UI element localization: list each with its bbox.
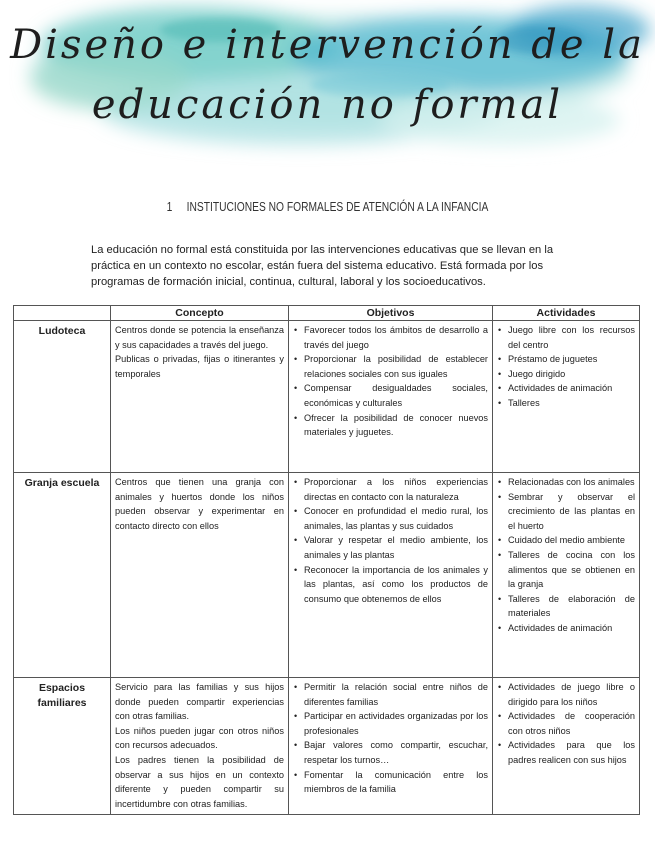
document-title-line2: educación no formal	[91, 82, 564, 128]
section-number: 1	[166, 200, 173, 214]
activity-item: • Actividades de cooperación con otros niños	[508, 709, 635, 738]
section-title: INSTITUCIONES NO FORMALES DE ATENCIÓN A LA INFANCIA	[186, 200, 489, 214]
concept-cell	[111, 678, 289, 815]
objective-item: • Bajar valores como compartir, escuchar, respetar los turnos…	[304, 738, 488, 767]
activity-item: • Actividades de animación	[508, 621, 635, 636]
concept-cell	[111, 321, 289, 473]
activity-item: • Cuidado del medio ambiente	[508, 533, 635, 548]
objective-item: • Ofrecer la posibilidad de conocer nuevos materiales y juguetes.	[304, 411, 488, 440]
concept-text: Los padres tienen la posibilidad de observar a sus hijos en un contexto diferente y pueden compartir su incertidumbre con otras familias.	[115, 754, 284, 809]
activity-item: • Talleres de elaboración de materiales	[508, 592, 635, 621]
objective-item: • Conocer en profundidad el medio rural, los animales, las plantas y sus cuidados	[304, 504, 488, 533]
activity-item: • Relacionadas con los animales	[508, 475, 635, 490]
activity-item: • Actividades de juego libre o dirigido para los niños	[508, 680, 635, 709]
concept-text: Los niños pueden jugar con otros niños con recursos adecuados.	[115, 725, 284, 751]
objective-item: • Proporcionar a los niños experiencias directas en contacto con la naturaleza	[304, 475, 488, 504]
concept-text: Centros que tienen una granja con animales y huertos donde los niños pueden observar y experimentar en contacto directo con ellos	[115, 477, 284, 531]
concept-text: Publicas o privadas, fijas o itinerantes y temporales	[115, 354, 284, 379]
header-empty	[14, 306, 111, 321]
table-row	[14, 321, 640, 473]
objective-item: • Reconocer la importancia de los animales y las plantas, así como los productos de consumo que obtenemos de ellos	[304, 563, 488, 607]
document-title-line1: Diseño e intervención de la	[10, 22, 645, 68]
objectives-cell	[289, 678, 493, 815]
header-objetivos: Objetivos	[289, 306, 493, 321]
objective-item: • Compensar desigualdades sociales, económicas y culturales	[304, 381, 488, 410]
activity-item: • Juego dirigido	[508, 367, 635, 382]
header-actividades: Actividades	[493, 306, 640, 321]
activity-item: • Juego libre con los recursos del centro	[508, 323, 635, 352]
concept-text: Servicio para las familias y sus hijos donde pueden compartir experiencias con otras familias.	[115, 682, 284, 722]
activity-item: • Actividades de animación	[508, 381, 635, 396]
table-row	[14, 473, 640, 678]
activity-item: • Actividades para que los padres realicen con sus hijos	[508, 738, 635, 767]
objective-item: • Fomentar la comunicación entre los miembros de la familia	[304, 768, 488, 797]
row-name: Espacios familiares	[14, 678, 111, 815]
activities-cell	[493, 678, 640, 815]
activity-item: • Talleres	[508, 396, 635, 411]
watercolor-header	[0, 0, 655, 175]
activities-cell	[493, 321, 640, 473]
activity-item: • Préstamo de juguetes	[508, 352, 635, 367]
concept-cell	[111, 473, 289, 678]
objectives-cell	[289, 321, 493, 473]
objective-item: • Favorecer todos los ámbitos de desarrollo a través del juego	[304, 323, 488, 352]
row-name: Granja escuela	[14, 473, 111, 678]
objective-item: • Participar en actividades organizadas por los profesionales	[304, 709, 488, 738]
row-name: Ludoteca	[14, 321, 111, 473]
objective-item: • Valorar y respetar el medio ambiente, los animales y las plantas	[304, 533, 488, 562]
concept-text: Centros donde se potencia la enseñanza y sus capacidades a través del juego.	[115, 325, 284, 350]
activity-item: • Sembrar y observar el crecimiento de las plantas en el huerto	[508, 490, 635, 534]
objective-item: • Proporcionar la posibilidad de establecer relaciones sociales con sus iguales	[304, 352, 488, 381]
activities-cell	[493, 473, 640, 678]
table-header-row	[14, 306, 640, 321]
section-heading	[59, 200, 596, 214]
activity-item: • Talleres de cocina con los alimentos que se obtienen en la granja	[508, 548, 635, 592]
intro-paragraph: La educación no formal está constituida por las intervenciones educativas que se llevan en la práctica en un contexto no escolar, están fuera del sistema educativo. Está formada por los programas de formación inicial, continua, cultural, laboral y los socioeducativos.	[91, 244, 554, 288]
objectives-cell	[289, 473, 493, 678]
header-concepto: Concepto	[111, 306, 289, 321]
objective-item: • Permitir la relación social entre niños de diferentes familias	[304, 680, 488, 709]
table-row	[14, 678, 640, 815]
institutions-table	[13, 305, 640, 815]
